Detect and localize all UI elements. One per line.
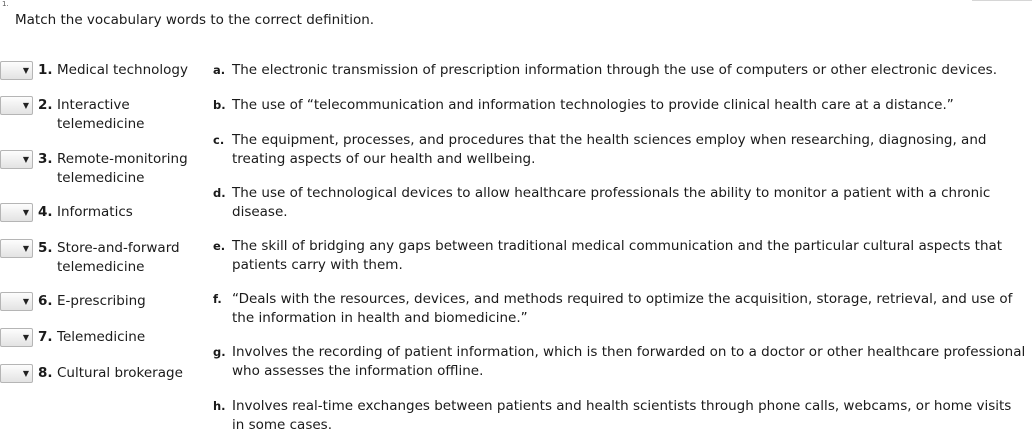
term-number: 2. <box>38 97 53 113</box>
definition-row <box>213 61 1027 80</box>
definition-text: The use of “telecommunication and information technologies to provide clinical health care at a distance.” <box>232 97 954 113</box>
chevron-down-icon: ▼ <box>22 155 29 164</box>
term-number: 4. <box>38 204 53 220</box>
definition-row <box>213 237 1027 275</box>
definition-letter: d. <box>213 186 226 200</box>
definition-letter: b. <box>213 98 226 112</box>
definition-row <box>213 343 1027 381</box>
term-label: Store-and-forward telemedicine <box>57 240 180 275</box>
definition-text: Involves real-time exchanges between patients and health scientists through phone calls, webcams, or home visits in some cases. <box>232 398 1012 433</box>
term-label: Telemedicine <box>57 329 146 345</box>
term-number: 6. <box>38 293 53 309</box>
instructions-text: Match the vocabulary words to the correct definition. <box>15 12 375 28</box>
term-label: Informatics <box>57 204 133 220</box>
term-label: Medical technology <box>57 62 188 78</box>
term-number: 8. <box>38 365 53 381</box>
chevron-down-icon: ▼ <box>22 208 29 217</box>
chevron-down-icon: ▼ <box>22 369 29 378</box>
term-number: 7. <box>38 329 53 345</box>
definition-row <box>213 397 1027 435</box>
term-label: E-prescribing <box>57 293 146 309</box>
chevron-down-icon: ▼ <box>22 66 29 75</box>
definition-text: The skill of bridging any gaps between traditional medical communication and the particular cultural aspects that patients carry with them. <box>232 238 1003 273</box>
definition-row <box>213 184 1027 222</box>
term-label: Interactive telemedicine <box>57 97 145 132</box>
definition-row <box>213 131 1027 169</box>
chevron-down-icon: ▼ <box>22 244 29 253</box>
definition-letter: f. <box>213 292 222 306</box>
definition-letter: a. <box>213 63 226 77</box>
question-number: 1. <box>2 0 9 8</box>
definition-letter: g. <box>213 345 226 359</box>
definition-text: “Deals with the resources, devices, and methods required to optimize the acquisition, storage, retrieval, and use of the information in health and biomedicine.” <box>232 291 1013 326</box>
term-label: Cultural brokerage <box>57 365 183 381</box>
chevron-down-icon: ▼ <box>22 297 29 306</box>
definition-row <box>213 96 1027 115</box>
term-number: 3. <box>38 151 53 167</box>
definition-text: Involves the recording of patient information, which is then forwarded on to a doctor or other healthcare professional who assesses the information offline. <box>232 344 1026 379</box>
definition-text: The equipment, processes, and procedures that the health sciences employ when researching, diagnosing, and treating aspects of our health and wellbeing. <box>232 132 987 167</box>
chevron-down-icon: ▼ <box>22 101 29 110</box>
term-number: 1. <box>38 62 53 78</box>
definition-letter: e. <box>213 239 226 253</box>
term-number: 5. <box>38 240 53 256</box>
chevron-down-icon: ▼ <box>22 333 29 342</box>
definition-row <box>213 290 1027 328</box>
term-label: Remote-monitoring telemedicine <box>57 151 188 186</box>
definition-letter: h. <box>213 399 226 413</box>
definition-text: The electronic transmission of prescription information through the use of computers or other electronic devices. <box>232 62 997 78</box>
definition-letter: c. <box>213 133 225 147</box>
definition-text: The use of technological devices to allow healthcare professionals the ability to monitor a patient with a chronic disease. <box>232 185 991 220</box>
